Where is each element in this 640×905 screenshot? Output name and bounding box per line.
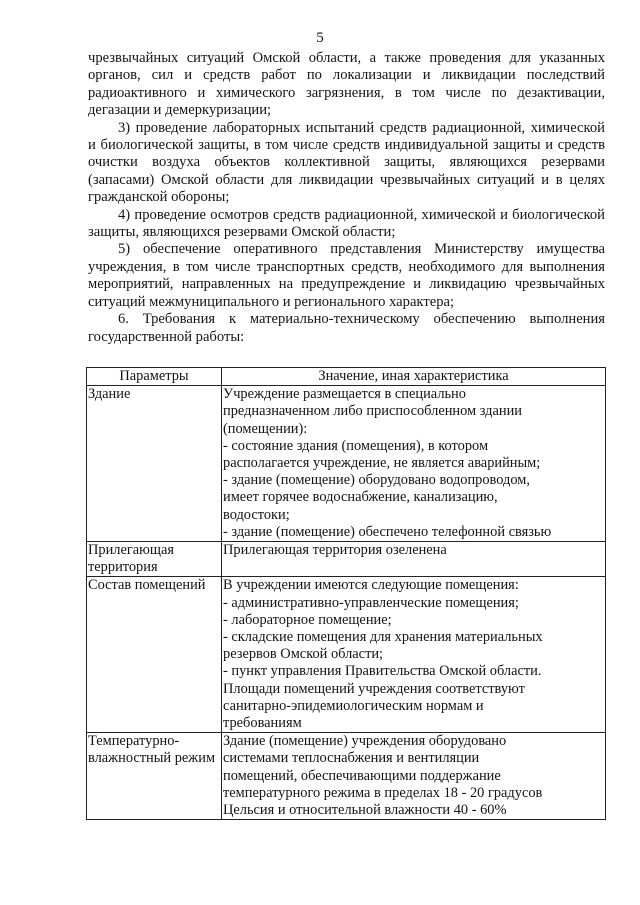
value-line: - лабораторное помещение; <box>223 611 392 628</box>
value-line: помещений, обеспечивающими поддержание <box>223 767 501 784</box>
value-line: - здание (помещение) оборудовано водопроводом, <box>223 472 530 489</box>
value-line: системами теплоснабжения и вентиляции <box>223 750 480 767</box>
value-line: водостоки; <box>223 506 290 523</box>
param-cell <box>87 733 222 820</box>
value-line: температурного режима в пределах 18 - 20 градусов <box>223 784 543 801</box>
value-line: располагается учреждение, не является аварийным; <box>223 455 541 472</box>
table-row <box>87 733 606 820</box>
table-row <box>87 542 606 577</box>
value-line: Здание (помещение) учреждения оборудовано <box>223 733 507 750</box>
param-line: Здание <box>88 386 131 403</box>
param-line: Температурно- <box>88 733 180 750</box>
param-cell <box>87 542 222 577</box>
param-cell <box>87 386 222 542</box>
value-line: имеет горячее водоснабжение, канализацию, <box>223 489 498 506</box>
value-line: В учреждении имеются следующие помещения: <box>223 577 519 594</box>
table-row <box>87 386 606 542</box>
value-line: Площади помещений учреждения соответствуют <box>223 680 525 697</box>
param-line: Прилегающая <box>88 542 174 559</box>
param-line: влажностный режим <box>88 750 216 767</box>
value-line: резервов Омской области; <box>223 646 384 663</box>
value-line: - складские помещения для хранения материальных <box>223 629 543 646</box>
header-value: Значение, иная характеристика <box>222 368 606 386</box>
value-cell <box>222 733 606 820</box>
paragraph-item-5: 5) обеспечение оперативного представления Министерству имущества учреждения, в том числе транспортных средств, необходимого для выполнения мероприятий, направленных на предупреждение и ликвидацию чрезвычайных ситуаций межмуниципального и регионального характера; <box>88 241 605 310</box>
paragraph-continuation: чрезвычайных ситуаций Омской области, а также проведения для указанных органов, сил и средств работ по локализации и ликвидации последствий радиоактивного и химического загрязнения, в том числе по дезактивации, дегазации и демеркуризации; <box>88 50 605 119</box>
document-body <box>88 50 605 346</box>
header-parameters: Параметры <box>87 368 222 386</box>
value-line: Учреждение размещается в специально <box>223 386 466 403</box>
param-line: территория <box>88 559 158 576</box>
requirements-table <box>86 367 606 820</box>
page-number: 5 <box>316 30 324 46</box>
paragraph-section-6: 6. Требования к материально-техническому обеспечению выполнения государственной работы: <box>88 311 605 345</box>
value-cell <box>222 386 606 542</box>
value-line: - административно-управленческие помещения; <box>223 594 519 611</box>
value-cell <box>222 542 606 577</box>
value-line: санитарно-эпидемиологическим нормам и <box>223 697 484 714</box>
param-cell <box>87 577 222 733</box>
value-line: - состояние здания (помещения), в котором <box>223 437 489 454</box>
value-line: требованиям <box>223 715 302 732</box>
value-line: (помещении): <box>223 420 308 437</box>
value-line: предназначенном либо приспособленном здании <box>223 403 522 420</box>
table-header-row <box>87 368 606 386</box>
value-line: Прилегающая территория озеленена <box>223 542 447 559</box>
value-line: Цельсия и относительной влажности 40 - 60% <box>223 802 507 819</box>
value-cell <box>222 577 606 733</box>
param-line: Состав помещений <box>88 577 206 594</box>
paragraph-item-4: 4) проведение осмотров средств радиационной, химической и биологической защиты, являющихся резервами Омской области; <box>88 206 605 241</box>
value-line: - здание (помещение) обеспечено телефонной связью <box>223 523 552 540</box>
paragraph-item-3: 3) проведение лабораторных испытаний средств радиационной, химической и биологической защиты, в том числе средств индивидуальной защиты и средств очистки воздуха объектов коллективной защиты, являющихся резервами (запасами) Омской области для ликвидации чрезвычайных ситуаций и в целях гражданской обороны; <box>88 119 605 206</box>
table-row <box>87 577 606 733</box>
value-line: - пункт управления Правительства Омской области. <box>223 663 542 680</box>
